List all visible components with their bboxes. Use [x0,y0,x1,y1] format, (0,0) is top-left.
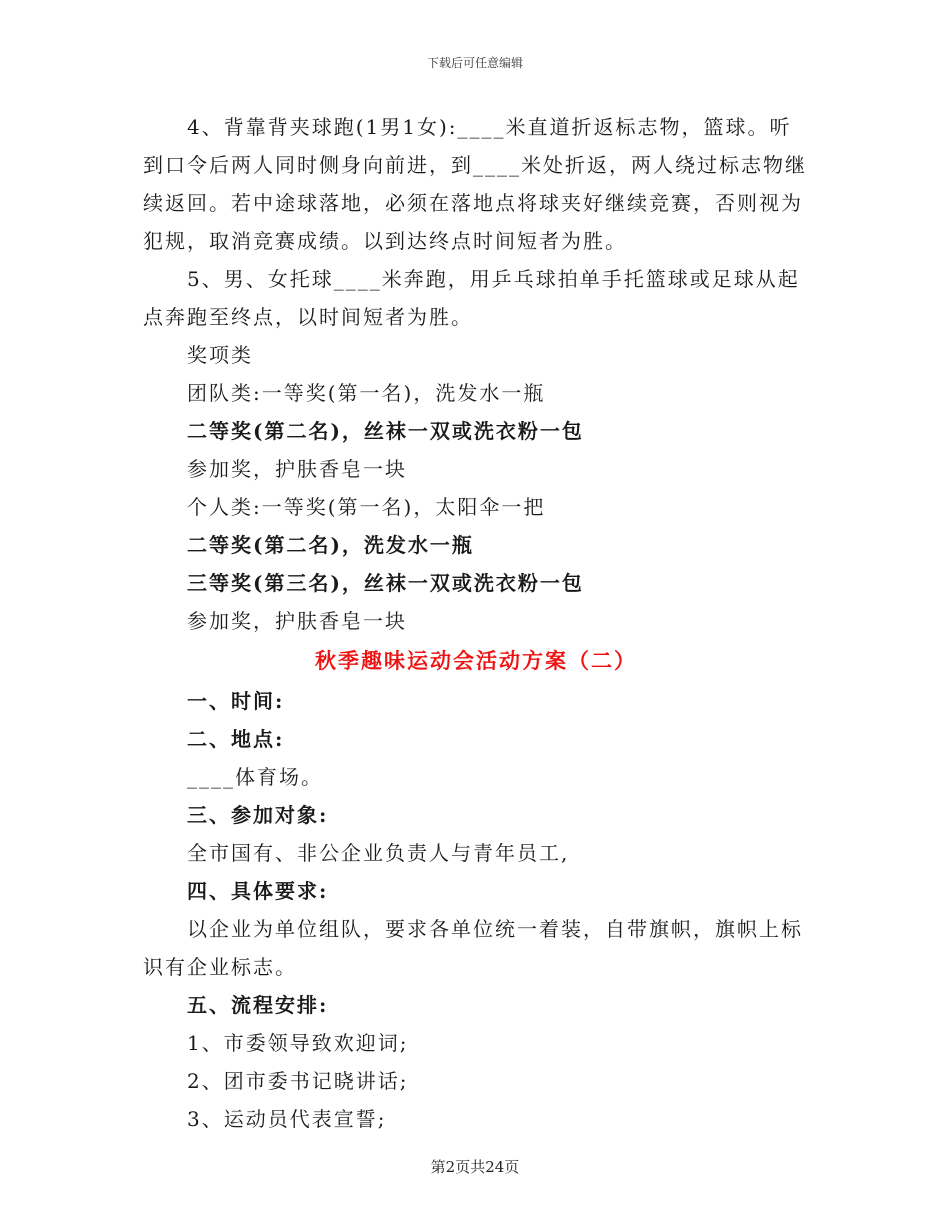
page-footer: 第2页共24页 [430,1158,520,1176]
award-team-participation: 参加奖，护肤香皂一块 [187,457,407,481]
place-heading: 二、地点: [187,727,285,751]
process-heading: 五、流程安排: [187,993,329,1017]
award-individual-third: 三等奖(第三名)，丝袜一双或洗衣粉一包 [187,571,584,595]
award-individual-first: 个人类:一等奖(第一名)，太阳伞一把 [187,495,546,519]
time-heading: 一、时间: [187,689,285,713]
page-header: 下载后可任意编辑 [426,56,523,70]
award-team-second: 二等奖(第二名)，丝袜一双或洗衣粉一包 [187,419,584,443]
requirements-heading: 四、具体要求: [187,879,329,903]
award-individual-participation: 参加奖，护肤香皂一块 [187,609,407,633]
rule-paragraph-4: 4、背靠背夹球跑(1男1女):____米直道折返标志物，篮球。听到口令后两人同时侧身向前进，到____米处折返，两人绕过标志物继续返回。若中途球落地，必须在落地点将球夹好继续竞赛，否则视为犯规，取消竞赛成绩。以到达终点时间短者为胜。 [143,115,807,253]
document-body [143,108,809,1138]
award-team-first: 团队类:一等奖(第一名)，洗发水一瓶 [187,381,546,405]
participants-heading: 三、参加对象: [187,803,329,827]
awards-heading: 奖项类 [187,343,253,367]
award-individual-second: 二等奖(第二名)，洗发水一瓶 [187,533,474,557]
process-item: 3、运动员代表宣誓; [187,1107,387,1131]
place-value: ____体育场。 [187,765,323,789]
section-title: 秋季趣味运动会活动方案（二） [315,648,637,673]
rule-paragraph-5: 5、男、女托球____米奔跑，用乒乓球拍单手托篮球或足球从起点奔跑至终点，以时间短者为胜。 [143,267,800,329]
process-item: 2、团市委书记晓讲话; [187,1069,409,1093]
process-item: 1、市委领导致欢迎词; [187,1031,409,1055]
participants-value: 全市国有、非公企业负责人与青年员工, [187,841,570,865]
requirements-value: 以企业为单位组队，要求各单位统一着装，自带旗帜，旗帜上标识有企业标志。 [143,917,803,979]
